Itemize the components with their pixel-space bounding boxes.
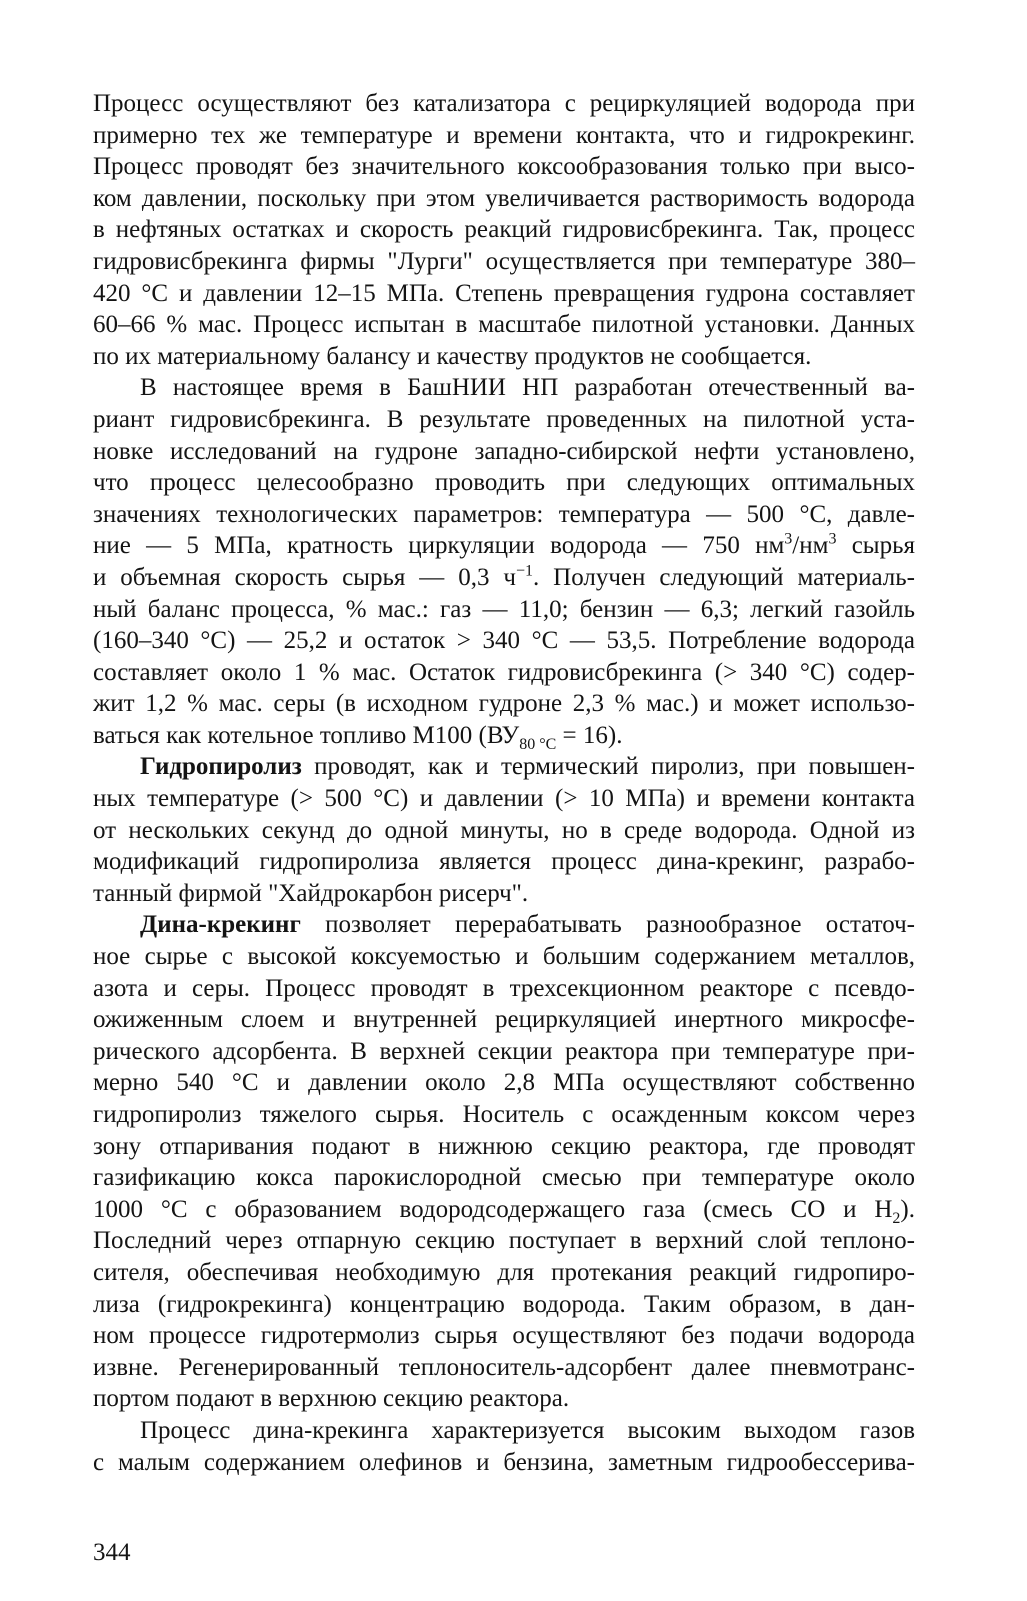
text-line	[93, 1067, 915, 1099]
text-line	[93, 1099, 915, 1131]
text-run: (160–340 °С) — 25,2 и остаток > 340 °С — 53,5. Потребление водорода	[93, 627, 915, 655]
text-line	[93, 1004, 915, 1036]
superscript: −1	[515, 562, 533, 580]
text-line	[93, 815, 915, 847]
text-line	[93, 1257, 915, 1289]
text-line	[93, 973, 915, 1005]
paragraph-first-line	[93, 1415, 915, 1447]
text-line	[93, 436, 915, 468]
text-line	[93, 657, 915, 689]
text-run: = 16).	[556, 721, 623, 749]
text-run: портом подают в верхнюю секцию реактора.	[93, 1385, 570, 1413]
text-line	[93, 309, 915, 341]
text-run: модификаций гидропиролиза является процесс дина-крекинг, разрабо-	[93, 848, 915, 876]
text-line	[93, 941, 915, 973]
subscript: 80 °С	[519, 735, 557, 753]
text-run: составляет около 1 % мас. Остаток гидровисбрекинга (> 340 °С) содер-	[93, 658, 915, 686]
text-line	[93, 562, 915, 594]
text-line	[93, 720, 915, 752]
text-run: ном процессе гидротермолиз сырья осуществляют без подачи водорода	[93, 1322, 915, 1350]
text-line	[93, 1225, 915, 1257]
text-run: 1000 °С с образованием водородсодержащего газа (смесь СО и Н	[93, 1195, 893, 1223]
text-run: извне. Регенерированный теплоноситель-адсорбент далее пневмотранс-	[93, 1353, 915, 1381]
text-run: гидровисбрекинга фирмы "Лурги" осуществляется при температуре 380–	[93, 247, 915, 275]
text-line	[93, 594, 915, 626]
text-run: и объемная скорость сырья — 0,3 ч	[93, 563, 516, 591]
paragraph-first-line	[93, 751, 915, 783]
paragraph-first-line	[93, 909, 915, 941]
text-line	[93, 1036, 915, 1068]
text-run: Процесс осуществляют без катализатора с рециркуляцией водорода при	[93, 90, 915, 117]
text-run: газификацию кокса парокислородной смесью при температуре около	[93, 1164, 915, 1192]
text-run: Последний через отпарную секцию поступает в верхний слой теплоно-	[93, 1227, 915, 1255]
text-run: по их материальному балансу и качеству продуктов не сообщается.	[93, 342, 812, 370]
text-line	[93, 1320, 915, 1352]
text-run: ный баланс процесса, % мас.: газ — 11,0; бензин — 6,3; легкий газойль	[93, 595, 915, 623]
text-line	[93, 120, 915, 152]
text-run: ваться как котельное топливо М100 (ВУ	[93, 721, 520, 749]
text-line	[93, 530, 915, 562]
text-line	[93, 499, 915, 531]
text-line	[93, 846, 915, 878]
text-line	[93, 214, 915, 246]
text-line	[93, 783, 915, 815]
text-run: азота и серы. Процесс проводят в трехсекционном реакторе с псевдо-	[93, 974, 915, 1002]
text-run: значениях технологических параметров: температура — 500 °С, давле-	[93, 500, 915, 528]
text-run: рического адсорбента. В верхней секции реактора при температуре при-	[93, 1037, 915, 1065]
text-run: ние — 5 МПа, кратность циркуляции водорода — 750 нм	[93, 532, 785, 560]
text-run: новке исследований на гудроне западно-сибирской нефти установлено,	[93, 437, 915, 465]
text-run: проводят, как и термический пиролиз, при повышен-	[301, 753, 915, 781]
text-line	[93, 246, 915, 278]
text-line	[93, 1289, 915, 1321]
text-line	[93, 88, 915, 120]
superscript: 3	[828, 530, 837, 548]
text-line	[93, 878, 915, 910]
page-number: 344	[93, 1539, 131, 1566]
bold-term: Дина-крекинг	[140, 911, 301, 939]
text-line	[93, 183, 915, 215]
text-line	[93, 467, 915, 499]
text-run: /нм	[792, 532, 829, 560]
text-line	[93, 1131, 915, 1163]
text-run: жит 1,2 % мас. серы (в исходном гудроне 2,3 % мас.) и может использо-	[93, 690, 915, 718]
text-run: сырья	[836, 532, 915, 560]
bold-term: Гидропиролиз	[140, 753, 302, 781]
text-run: В настоящее время в БашНИИ НП разработан отечественный ва-	[140, 374, 915, 402]
text-run: позволяет перерабатывать разнообразное остаточ-	[300, 911, 915, 939]
subscript: 2	[892, 1209, 901, 1227]
text-run: 60–66 % мас. Процесс испытан в масштабе пилотной установки. Данных	[93, 311, 915, 339]
paragraph-first-line	[93, 372, 915, 404]
text-run: ожиженным слоем и внутренней рециркуляцией инертного микросфе-	[93, 1006, 915, 1034]
text-line	[93, 1352, 915, 1384]
text-run: ных температуре (> 500 °С) и давлении (> 10 МПа) и времени контакта	[93, 785, 915, 813]
text-run: примерно тех же температуре и времени контакта, что и гидрокрекинг.	[93, 121, 915, 149]
text-run: Процесс дина-крекинга характеризуется высоким выходом газов	[140, 1416, 915, 1444]
text-run: Процесс проводят без значительного коксообразования только при высо-	[93, 153, 915, 181]
text-run: зону отпаривания подают в нижнюю секцию реактора, где проводят	[93, 1132, 915, 1160]
text-line	[93, 625, 915, 657]
text-run: гидропиролиз тяжелого сырья. Носитель с осажденным коксом через	[93, 1101, 915, 1128]
text-line	[93, 688, 915, 720]
text-line	[93, 1447, 915, 1479]
text-line	[93, 1383, 915, 1415]
text-run: лиза (гидрокрекинга) концентрацию водорода. Таким образом, в дан-	[93, 1290, 915, 1318]
body-text	[93, 88, 915, 1478]
text-run: в нефтяных остатках и скорость реакций гидровисбрекинга. Так, процесс	[93, 216, 915, 244]
superscript: 3	[784, 530, 793, 548]
text-line	[93, 151, 915, 183]
text-run: сителя, обеспечивая необходимую для протекания реакций гидропиро-	[93, 1258, 915, 1286]
text-run: . Получен следующий материаль-	[532, 563, 915, 591]
text-line	[93, 278, 915, 310]
text-line	[93, 1194, 915, 1226]
text-run: что процесс целесообразно проводить при следующих оптимальных	[93, 469, 915, 497]
text-line	[93, 1162, 915, 1194]
text-run: с малым содержанием олефинов и бензина, заметным гидрообессерива-	[93, 1448, 915, 1476]
text-run: риант гидровисбрекинга. В результате проведенных на пилотной уста-	[93, 405, 915, 433]
text-run: ком давлении, поскольку при этом увеличивается растворимость водорода	[93, 184, 915, 212]
text-line	[93, 341, 915, 373]
text-run: ное сырье с высокой коксуемостью и большим содержанием металлов,	[93, 943, 915, 971]
text-run: танный фирмой "Хайдрокарбон рисерч".	[93, 879, 529, 907]
text-line	[93, 404, 915, 436]
text-run: ).	[900, 1195, 915, 1223]
text-run: от нескольких секунд до одной минуты, но в среде водорода. Одной из	[93, 816, 915, 844]
text-run: мерно 540 °С и давлении около 2,8 МПа осуществляют собственно	[93, 1069, 915, 1097]
text-run: 420 °С и давлении 12–15 МПа. Степень превращения гудрона составляет	[93, 279, 915, 307]
